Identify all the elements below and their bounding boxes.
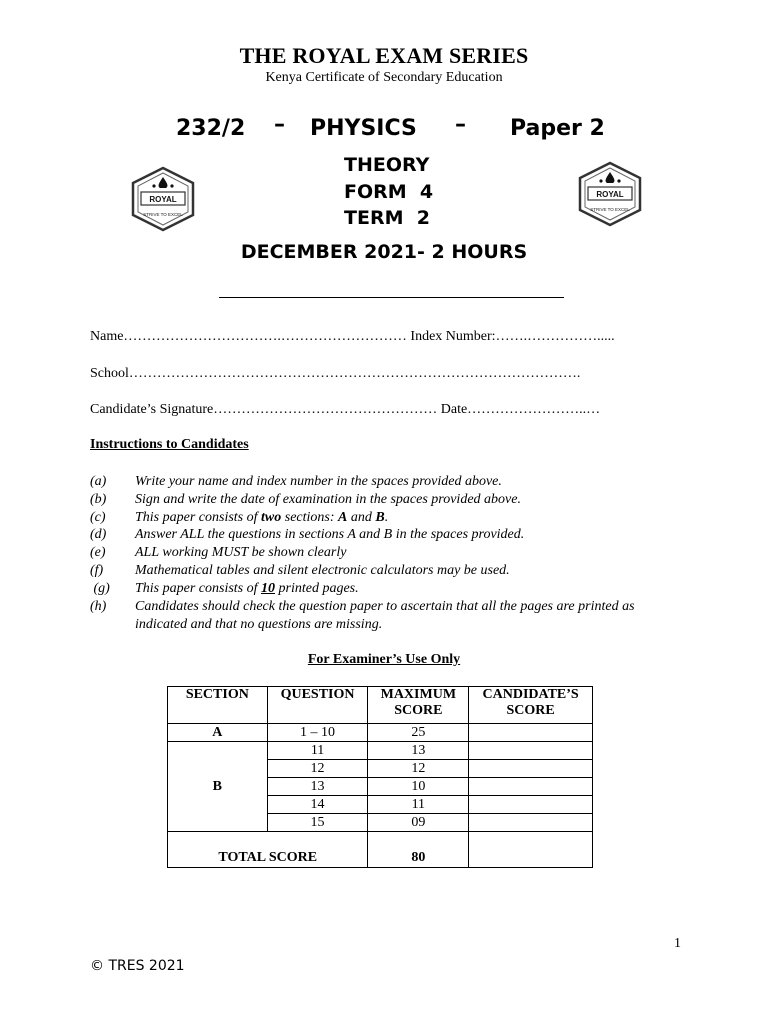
column-header: MAXIMUM SCORE [368,687,469,724]
instruction-text: Answer ALL the questions in sections A and B in the spaces provided. [135,527,525,542]
form-level: FORM 4 [344,181,434,203]
logo-motto: STRIVE TO EXCEL [143,212,183,217]
question-cell: 1 – 10 [267,724,368,742]
column-header: QUESTION [267,687,368,724]
candidate-total-cell[interactable] [469,832,593,868]
candidate-score-cell[interactable] [469,724,593,742]
question-cell: 12 [267,760,368,778]
section-cell: A [168,724,268,742]
royal-logo-right [574,160,646,228]
instruction-text: ALL working MUST be shown clearly [135,545,347,560]
paper-code: 232/2 [176,116,246,141]
signature-date-field[interactable]: Candidate’s Signature………………………………………… Date……………………..… [90,402,601,417]
page-number: 1 [674,936,681,951]
max-score-cell: 09 [368,814,469,832]
term: TERM 2 [344,207,430,229]
instruction-text: Sign and write the date of examination in the spaces provided above. [135,492,521,507]
logo-text: ROYAL [596,190,624,199]
candidate-score-cell[interactable] [469,778,593,796]
examiner-heading: For Examiner’s Use Only [307,652,461,667]
max-score-cell: 10 [368,778,469,796]
paper-number: Paper 2 [510,116,605,141]
dash-separator: – [274,112,285,137]
dash-separator: – [455,112,466,137]
max-score-cell: 13 [368,742,469,760]
total-value: 80 [368,832,469,868]
table-row [168,742,593,760]
paper-type: THEORY [344,154,430,176]
instruction-label: (a) [90,474,107,489]
score-table [167,686,593,868]
instruction-label: (f) [90,563,104,578]
instruction-label: (b) [90,492,107,507]
question-cell: 13 [267,778,368,796]
max-score-cell: 12 [368,760,469,778]
max-score-cell: 25 [368,724,469,742]
instructions-heading: Instructions to Candidates [90,437,249,452]
instruction-label: (c) [90,510,106,525]
name-index-field[interactable]: Name…………………………….……………………… Index Number:…….……………..... [90,329,615,344]
table-row [168,724,593,742]
series-subtitle: Kenya Certificate of Secondary Education [265,70,503,85]
max-score-cell: 11 [368,796,469,814]
school-field[interactable]: School……………………………………………………………………………………. [90,366,581,381]
candidate-score-cell[interactable] [469,742,593,760]
subject: PHYSICS [310,116,417,141]
instruction-text: Mathematical tables and silent electronic calculators may be used. [135,563,510,578]
instruction-text: Write your name and index number in the spaces provided above. [135,474,502,489]
logo-motto: STRIVE TO EXCEL [590,207,630,212]
series-title: THE ROYAL EXAM SERIES [239,43,529,68]
logo-text: ROYAL [149,195,177,204]
question-cell: 15 [267,814,368,832]
section-cell: B [168,742,268,832]
question-cell: 11 [267,742,368,760]
column-header: CANDIDATE’S SCORE [469,687,593,724]
total-label: TOTAL SCORE [168,832,368,868]
question-cell: 14 [267,796,368,814]
date-duration: DECEMBER 2021- 2 HOURS [240,241,528,263]
instruction-label: (d) [90,527,107,542]
candidate-score-cell[interactable] [469,760,593,778]
column-header: SECTION [168,687,268,724]
instruction-text: This paper consists of two sections: A and B. [135,510,389,525]
instruction-label: (g) [90,581,110,596]
candidate-score-cell[interactable] [469,796,593,814]
candidate-score-cell[interactable] [469,814,593,832]
copyright-footer: © TRES 2021 [90,958,185,974]
table-header-row [168,687,593,724]
royal-logo-left [127,165,199,233]
total-row [168,832,593,868]
instruction-text: indicated and that no questions are missing. [135,617,383,632]
instruction-label: (h) [90,599,107,614]
header-divider [219,297,564,298]
instruction-label: (e) [90,545,106,560]
instruction-text: This paper consists of 10 printed pages. [135,581,359,596]
instruction-text: Candidates should check the question paper to ascertain that all the pages are printed as [135,599,635,614]
